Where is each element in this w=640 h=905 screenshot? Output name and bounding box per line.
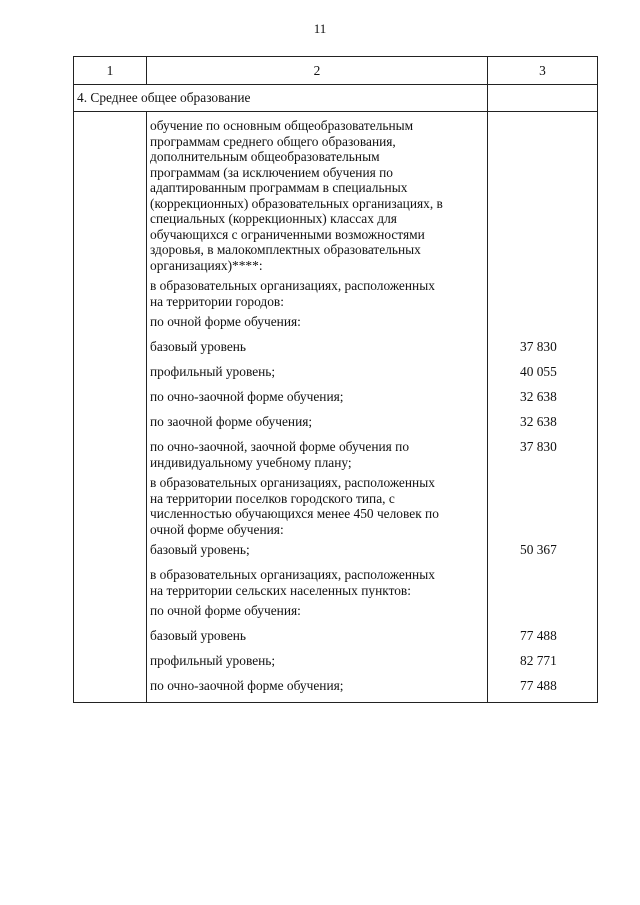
item-description <box>150 678 483 698</box>
item-description-line: адаптированным программам в специальных <box>150 180 408 195</box>
item-description-line: базовый уровень; <box>150 542 250 557</box>
item-value <box>488 278 597 309</box>
items-row <box>74 112 598 703</box>
description-cell <box>147 112 488 703</box>
item-description <box>150 118 483 273</box>
item-description-line: на территории поселков городского типа, с <box>150 490 395 506</box>
tariff-table <box>73 56 598 703</box>
item-value <box>488 118 597 273</box>
item-value <box>488 475 597 537</box>
item-description <box>150 542 483 562</box>
item-description-line: обучение по основным общеобразовательным <box>150 118 414 133</box>
item-description-line: организациях)****: <box>150 257 263 273</box>
item-value: 40 055 <box>520 364 557 379</box>
item-description-line: численностью обучающихся менее 450 человек по <box>150 506 439 521</box>
item-description <box>150 567 483 598</box>
item-value: 37 830 <box>520 439 557 454</box>
item-description-line: (коррекционных) образовательных организациях, в <box>150 195 443 211</box>
number-cell <box>74 112 147 703</box>
section-value-cell <box>488 85 598 112</box>
item-description-line: по очной форме обучения: <box>150 603 301 618</box>
item-description-line: по очной форме обучения: <box>150 314 301 329</box>
item-value: 37 830 <box>520 339 557 354</box>
item-description <box>150 628 483 648</box>
item-description <box>150 439 483 470</box>
item-description <box>150 278 483 309</box>
item-description-line: обучающихся с ограниченными возможностями <box>150 226 425 242</box>
item-description-line: профильный уровень; <box>150 364 276 379</box>
item-description-line: в образовательных организациях, расположенных <box>150 278 435 293</box>
value-cell <box>488 112 598 703</box>
section-row <box>74 85 598 112</box>
item-description <box>150 603 483 623</box>
item-value <box>488 567 597 598</box>
item-description-line: индивидуальному учебному плану; <box>150 454 352 470</box>
item-value: 50 367 <box>520 542 557 557</box>
item-description-line: специальных (коррекционных) классах для <box>150 211 397 226</box>
item-description <box>150 414 483 434</box>
item-value: 32 638 <box>520 414 557 429</box>
item-description-line: программам среднего общего образования, <box>150 133 396 149</box>
item-description-line: здоровья, в малокомплектных образовательных <box>150 242 421 257</box>
header-col-2: 2 <box>147 57 488 85</box>
item-value: 82 771 <box>520 653 557 668</box>
item-description <box>150 364 483 384</box>
item-description-line: по заочной форме обучения; <box>150 414 313 429</box>
header-col-3: 3 <box>488 57 598 85</box>
item-description-line: очной форме обучения: <box>150 521 284 537</box>
item-description <box>150 475 483 537</box>
item-description-line: дополнительным общеобразовательным <box>150 149 380 164</box>
item-value <box>488 314 597 334</box>
item-description <box>150 389 483 409</box>
section-title: 4. Среднее общее образование <box>74 85 488 112</box>
table-header-row <box>74 57 598 85</box>
item-description-line: базовый уровень <box>150 628 247 643</box>
item-value: 77 488 <box>520 678 557 693</box>
item-description-line: по очно-заочной форме обучения; <box>150 389 344 404</box>
item-value: 77 488 <box>520 628 557 643</box>
item-value: 32 638 <box>520 389 557 404</box>
item-description-line: по очно-заочной, заочной форме обучения по <box>150 439 410 454</box>
item-description-line: базовый уровень <box>150 339 247 354</box>
header-col-1: 1 <box>74 57 147 85</box>
item-description-line: на территории городов: <box>150 293 284 309</box>
item-description <box>150 653 483 673</box>
item-description <box>150 339 483 359</box>
page-number: 11 <box>313 21 327 36</box>
item-description-line: программам (за исключением обучения по <box>150 164 393 180</box>
item-description-line: в образовательных организациях, расположенных <box>150 567 435 582</box>
item-description-line: в образовательных организациях, расположенных <box>150 475 435 490</box>
item-description <box>150 314 483 334</box>
item-description-line: по очно-заочной форме обучения; <box>150 678 344 693</box>
item-description-line: профильный уровень; <box>150 653 276 668</box>
item-value <box>488 603 597 623</box>
item-description-line: на территории сельских населенных пунктов: <box>150 582 411 598</box>
